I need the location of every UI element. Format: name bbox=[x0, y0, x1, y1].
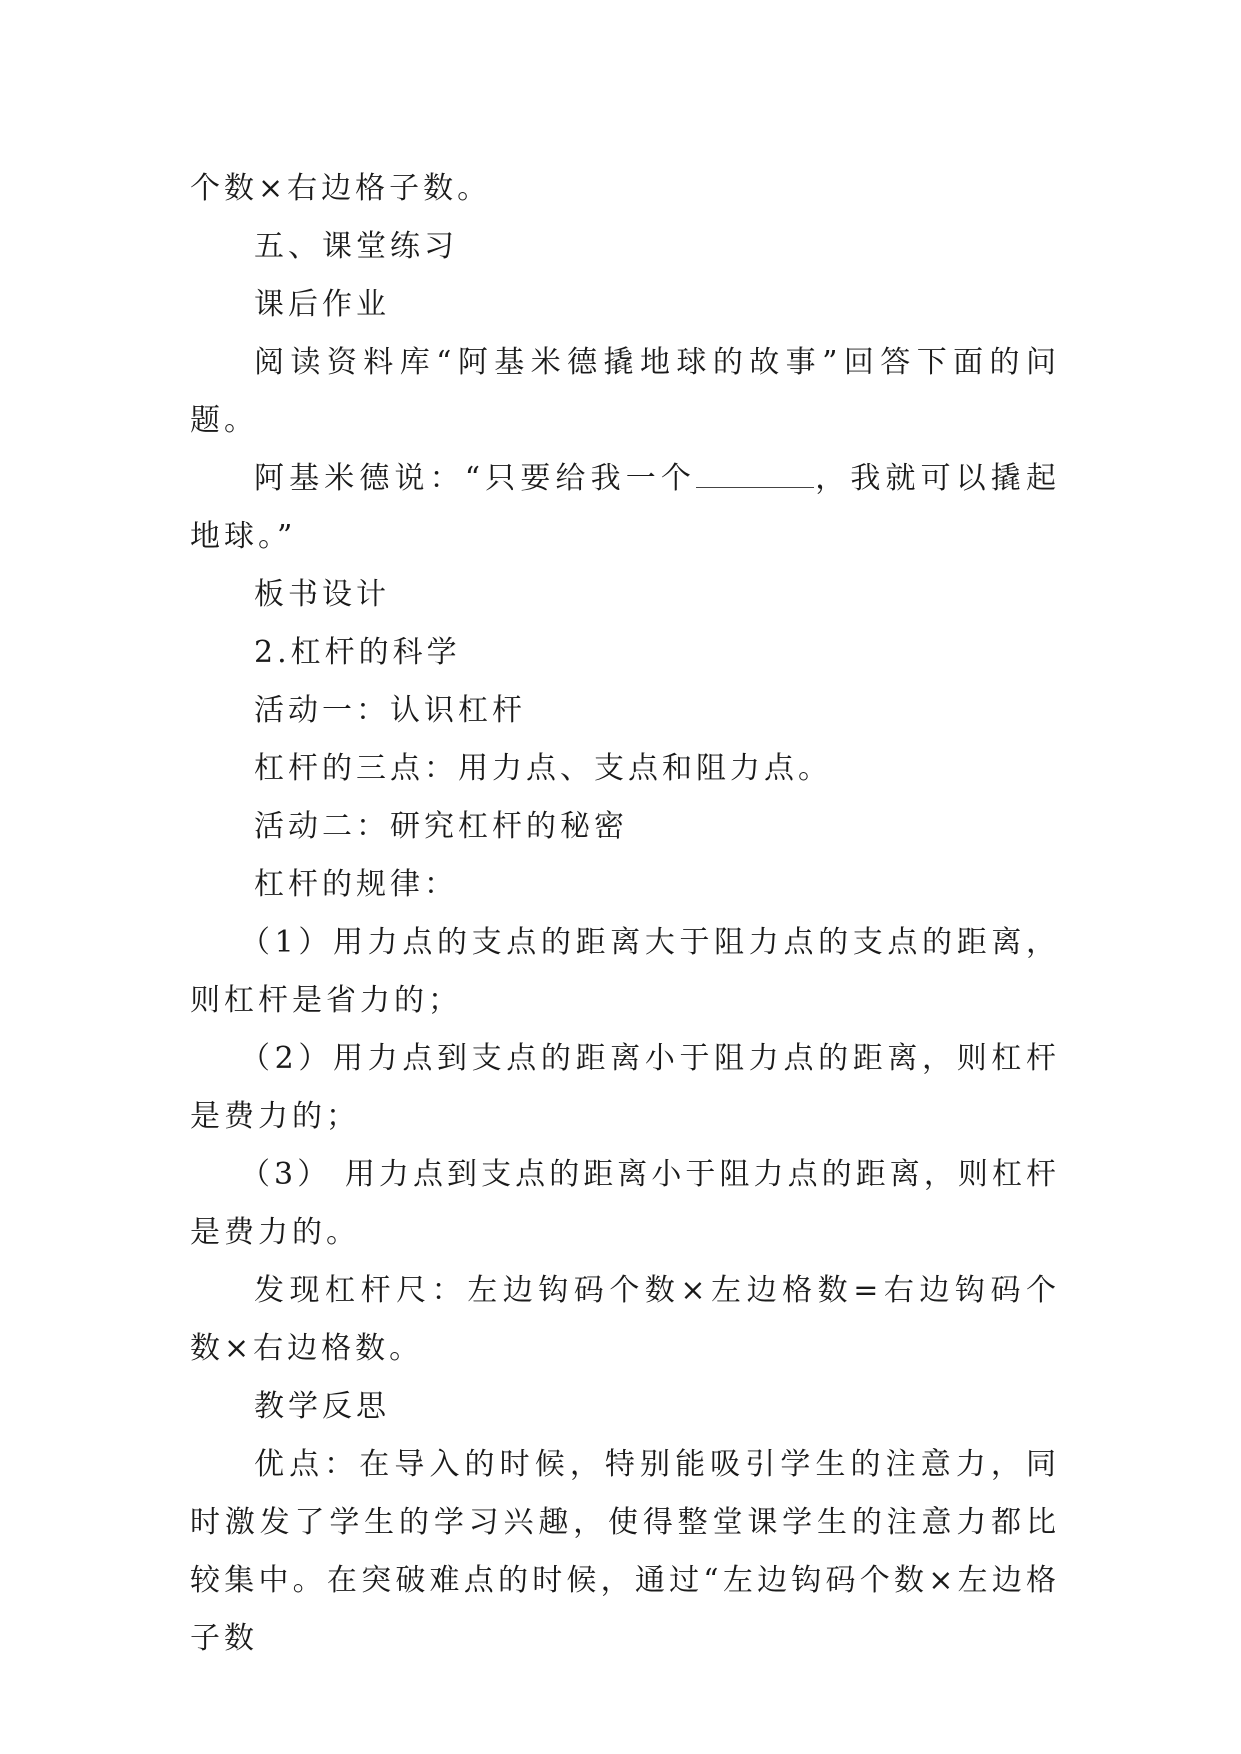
lever-rules-heading: 杠杆的规律： bbox=[254, 867, 458, 902]
document-body bbox=[190, 160, 1060, 1668]
paragraph-archimedes-quote bbox=[190, 450, 1060, 566]
paragraph-reading-task: 阅读资料库“阿基米德撬地球的故事”回答下面的问题。 bbox=[190, 345, 1060, 438]
fill-in-blank bbox=[696, 465, 814, 488]
lever-rule-1: （1）用力点的支点的距离大于阻力点的支点的距离，则杠杆是省力的； bbox=[190, 925, 1060, 1018]
paragraph-strengths: 优点：在导入的时候，特别能吸引学生的注意力，同时激发了学生的学习兴趣，使得整堂课学生的注意力都比较集中。在突破难点的时候，通过“左边钩码个数×左边格子数 bbox=[190, 1447, 1060, 1656]
paragraph-three-points: 杠杆的三点：用力点、支点和阻力点。 bbox=[254, 751, 832, 786]
section-heading-teaching-reflection: 教学反思 bbox=[254, 1389, 390, 1424]
section-heading-board-design: 板书设计 bbox=[254, 577, 390, 612]
activity-one-heading: 活动一：认识杠杆 bbox=[254, 693, 526, 728]
lever-rule-2: （2）用力点到支点的距离小于阻力点的距离，则杠杆是费力的； bbox=[190, 1041, 1060, 1134]
board-title: 2.杠杆的科学 bbox=[254, 635, 461, 670]
activity-two-heading: 活动二：研究杠杆的秘密 bbox=[254, 809, 628, 844]
lever-rule-3: （3） 用力点到支点的距离小于阻力点的距离，则杠杆是费力的。 bbox=[190, 1157, 1060, 1250]
section-heading-classroom-practice: 五、课堂练习 bbox=[254, 229, 458, 264]
paragraph-continuation: 个数×右边格子数。 bbox=[190, 171, 492, 206]
quote-part-after-blank: ，我就可以撬起地球。” bbox=[190, 461, 1061, 554]
paragraph-lever-ruler-finding: 发现杠杆尺：左边钩码个数×左边格数=右边钩码个数×右边格数。 bbox=[190, 1273, 1060, 1366]
section-heading-homework: 课后作业 bbox=[254, 287, 390, 322]
quote-part-before-blank: 阿基米德说：“只要给我一个 bbox=[254, 461, 697, 496]
